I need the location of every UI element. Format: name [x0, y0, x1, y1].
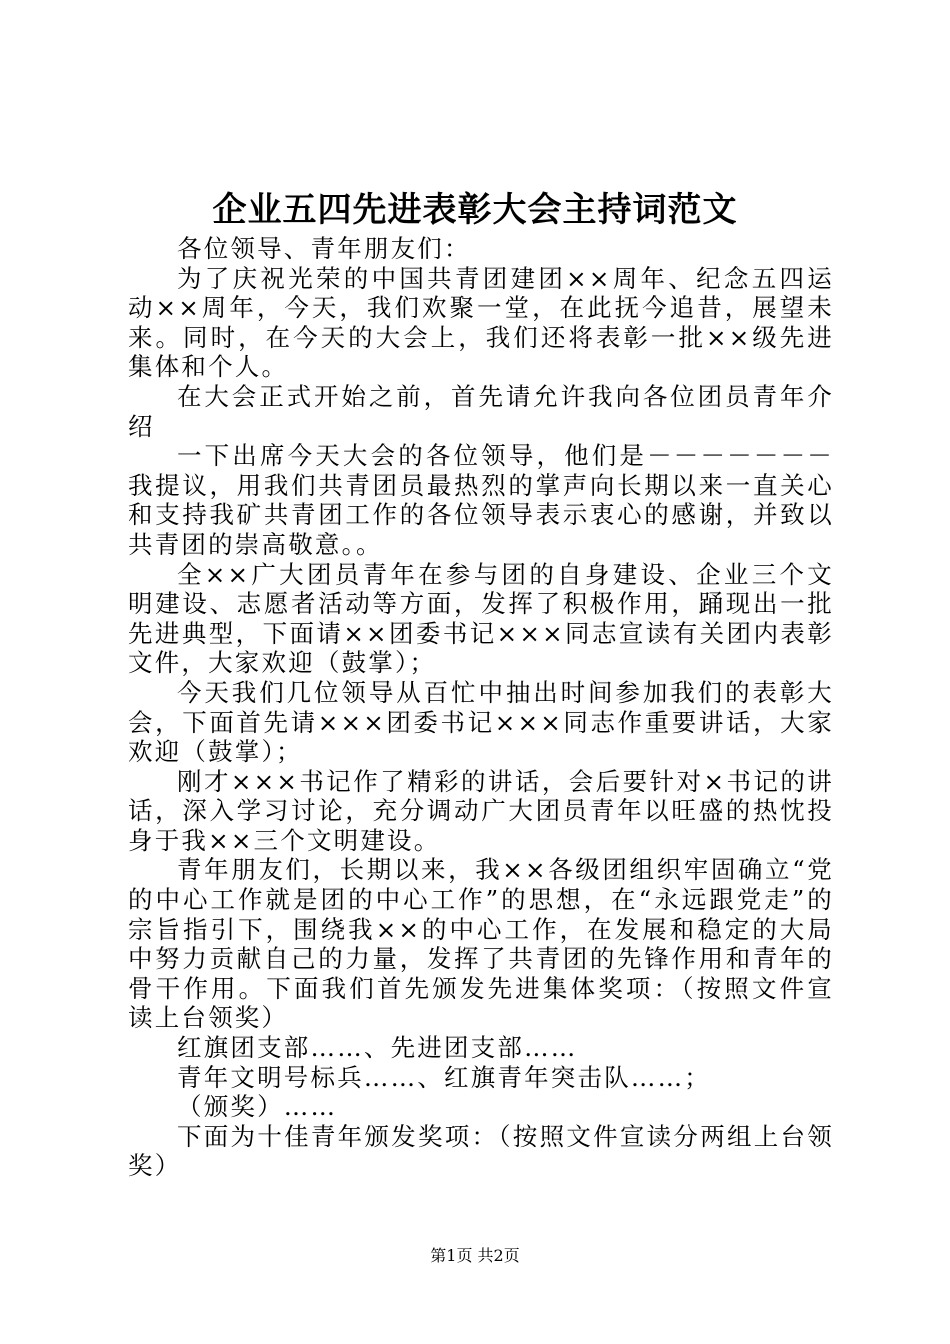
- body-paragraph: 刚才×××书记作了精彩的讲话，会后要针对×书记的讲话，深入学习讨论，充分调动广大团员青年以旺盛的热忱投身于我××三个文明建设。: [128, 766, 834, 855]
- body-paragraph: 全××广大团员青年在参与团的自身建设、企业三个文明建设、志愿者活动等方面，发挥了积极作用，踊现出一批先进典型，下面请××团委书记×××同志宣读有关团内表彰文件，大家欢迎（鼓掌）；: [128, 559, 834, 678]
- salutation-paragraph: 各位领导、青年朋友们：: [177, 234, 471, 263]
- body-paragraph: 青年朋友们，长期以来，我××各级团组织牢固确立“党的中心工作就是团的中心工作”的思想，在“永远跟党走”的宗旨指引下，围绕我××的中心工作，在发展和稳定的大局中努力贡献自己的力量，发挥了共青团的先锋作用和青年的骨干作用。下面我们首先颁发先进集体奖项：（按照文件宣读上台领奖）: [128, 855, 834, 1033]
- body-paragraph: 为了庆祝光荣的中国共青团建团××周年、纪念五四运动××周年，今天，我们欢聚一堂，在此抚今追昔，展望未来。同时，在今天的大会上，我们还将表彰一批××级先进集体和个人。: [128, 263, 834, 382]
- document-body: [128, 234, 834, 1181]
- award-list-item: 红旗团支部……、先进团支部……: [177, 1033, 578, 1063]
- body-paragraph: 今天我们几位领导从百忙中抽出时间参加我们的表彰大会，下面首先请×××团委书记×××同志作重要讲话，大家欢迎（鼓掌）；: [128, 677, 834, 767]
- page-number-footer: 第1页 共2页: [430, 1246, 520, 1265]
- body-paragraph: 下面为十佳青年颁发奖项：（按照文件宣读分两组上台领奖）: [128, 1121, 834, 1181]
- award-list-item: 青年文明号标兵……、红旗青年突击队……；: [177, 1062, 711, 1092]
- document-title: 企业五四先进表彰大会主持词范文: [212, 190, 738, 230]
- award-list-item: （颁奖）……: [177, 1092, 338, 1122]
- body-paragraph: 一下出席今天大会的各位领导，他们是－－－－－－－我提议，用我们共青团员最热烈的掌声向长期以来一直关心和支持我矿共青团工作的各位领导表示衷心的感谢，并致以共青团的崇高敬意。。: [128, 441, 834, 559]
- body-paragraph: 在大会正式开始之前，首先请允许我向各位团员青年介绍: [128, 381, 834, 441]
